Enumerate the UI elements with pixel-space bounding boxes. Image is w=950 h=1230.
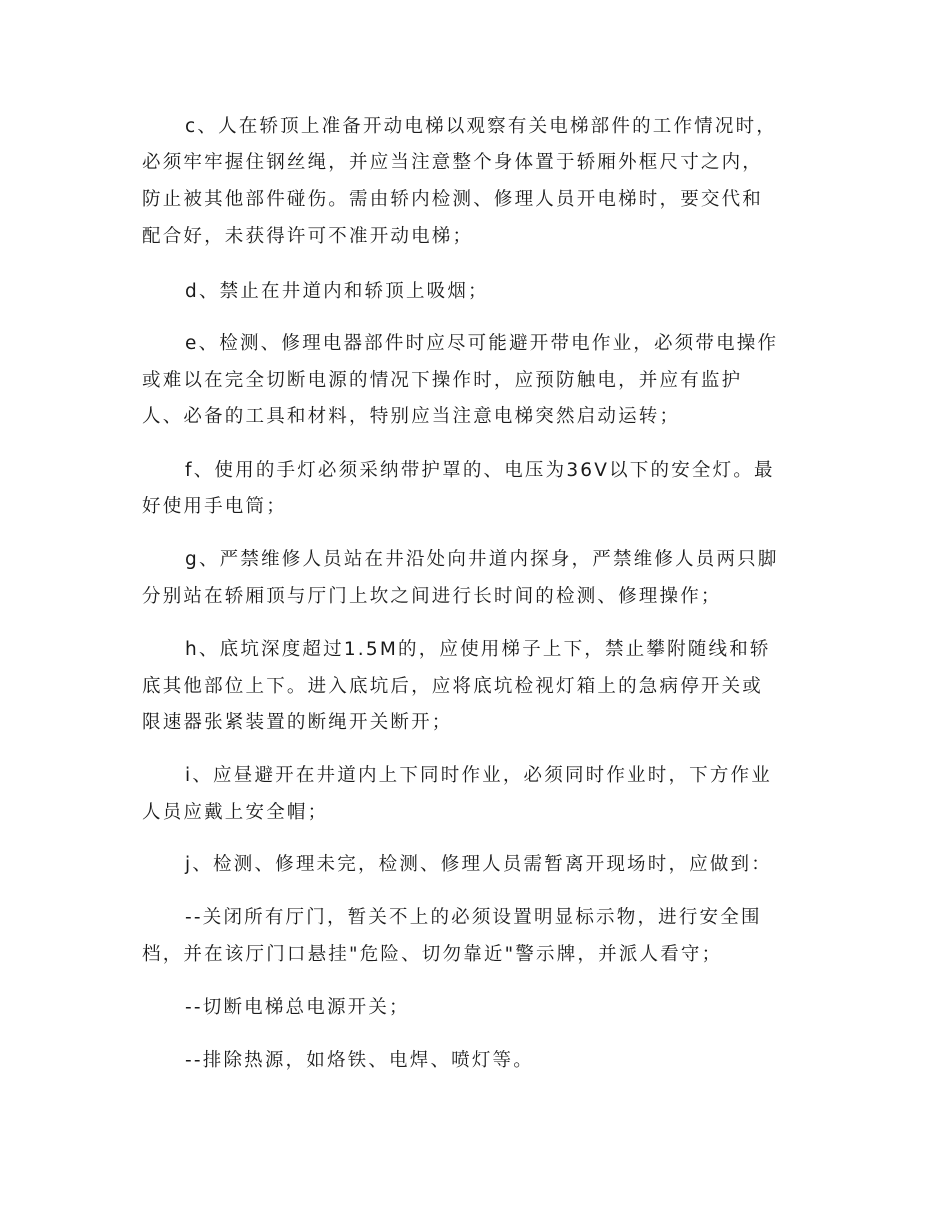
paragraph-c-line-2: 必须牢牢握住钢丝绳，并应当注意整个身体置于轿厢外框尺寸之内， (142, 152, 764, 173)
paragraph-j-line-1: j、检测、修理未完，检测、修理人员需暂离开现场时，应做到： (185, 854, 772, 875)
paragraph-e-line-2: 或难以在完全切断电源的情况下操作时，应预防触电，并应有监护 (142, 370, 743, 391)
paragraph-i-line-1: i、应昼避开在井道内上下同时作业，必须同时作业时，下方作业 (185, 765, 772, 786)
item-remove-heat: --排除热源，如烙铁、电焊、喷灯等。 (185, 1050, 534, 1071)
item-close-doors-line-1: --关闭所有厅门，暂关不上的必须设置明显标示物，进行安全围 (185, 907, 762, 928)
paragraph-i-line-2: 人员应戴上安全帽； (142, 802, 329, 823)
paragraph-c-line-1: c、人在轿顶上准备开动电梯以观察有关电梯部件的工作情况时， (185, 116, 777, 137)
paragraph-c-line-4: 配合好，未获得许可不准开动电梯； (142, 226, 474, 247)
paragraph-g-line-1: g、严禁维修人员站在井沿处向井道内探身，严禁维修人员两只脚 (185, 549, 779, 570)
paragraph-f-line-2: 好使用手电筒； (142, 496, 287, 517)
paragraph-f-line-1: f、使用的手灯必须采纳带护罩的、电压为36V以下的安全灯。最 (185, 460, 775, 481)
paragraph-e-line-3: 人、必备的工具和材料，特别应当注意电梯突然启动运转； (142, 406, 681, 427)
paragraph-g-line-2: 分别站在轿厢顶与厅门上坎之间进行长时间的检测、修理操作； (142, 586, 722, 607)
paragraph-d-line-1: d、禁止在井道内和轿顶上吸烟； (185, 281, 489, 302)
item-close-doors-line-2: 档，并在该厅门口悬挂"危险、切勿靠近"警示牌，并派人看守； (142, 944, 723, 965)
paragraph-c-line-3: 防止被其他部件碰伤。需由轿内检测、修理人员开电梯时，要交代和 (142, 189, 764, 210)
paragraph-h-line-3: 限速器张紧装置的断绳开关断开； (142, 712, 453, 733)
item-cut-power: --切断电梯总电源开关； (185, 997, 410, 1018)
paragraph-e-line-1: e、检测、修理电器部件时应尽可能避开带电作业，必须带电操作 (185, 333, 779, 354)
paragraph-h-line-2: 底其他部位上下。进入底坑后，应将底坑检视灯箱上的急病停开关或 (142, 676, 764, 697)
paragraph-h-line-1: h、底坑深度超过1.5M的，应使用梯子上下，禁止攀附随线和轿 (185, 639, 771, 660)
